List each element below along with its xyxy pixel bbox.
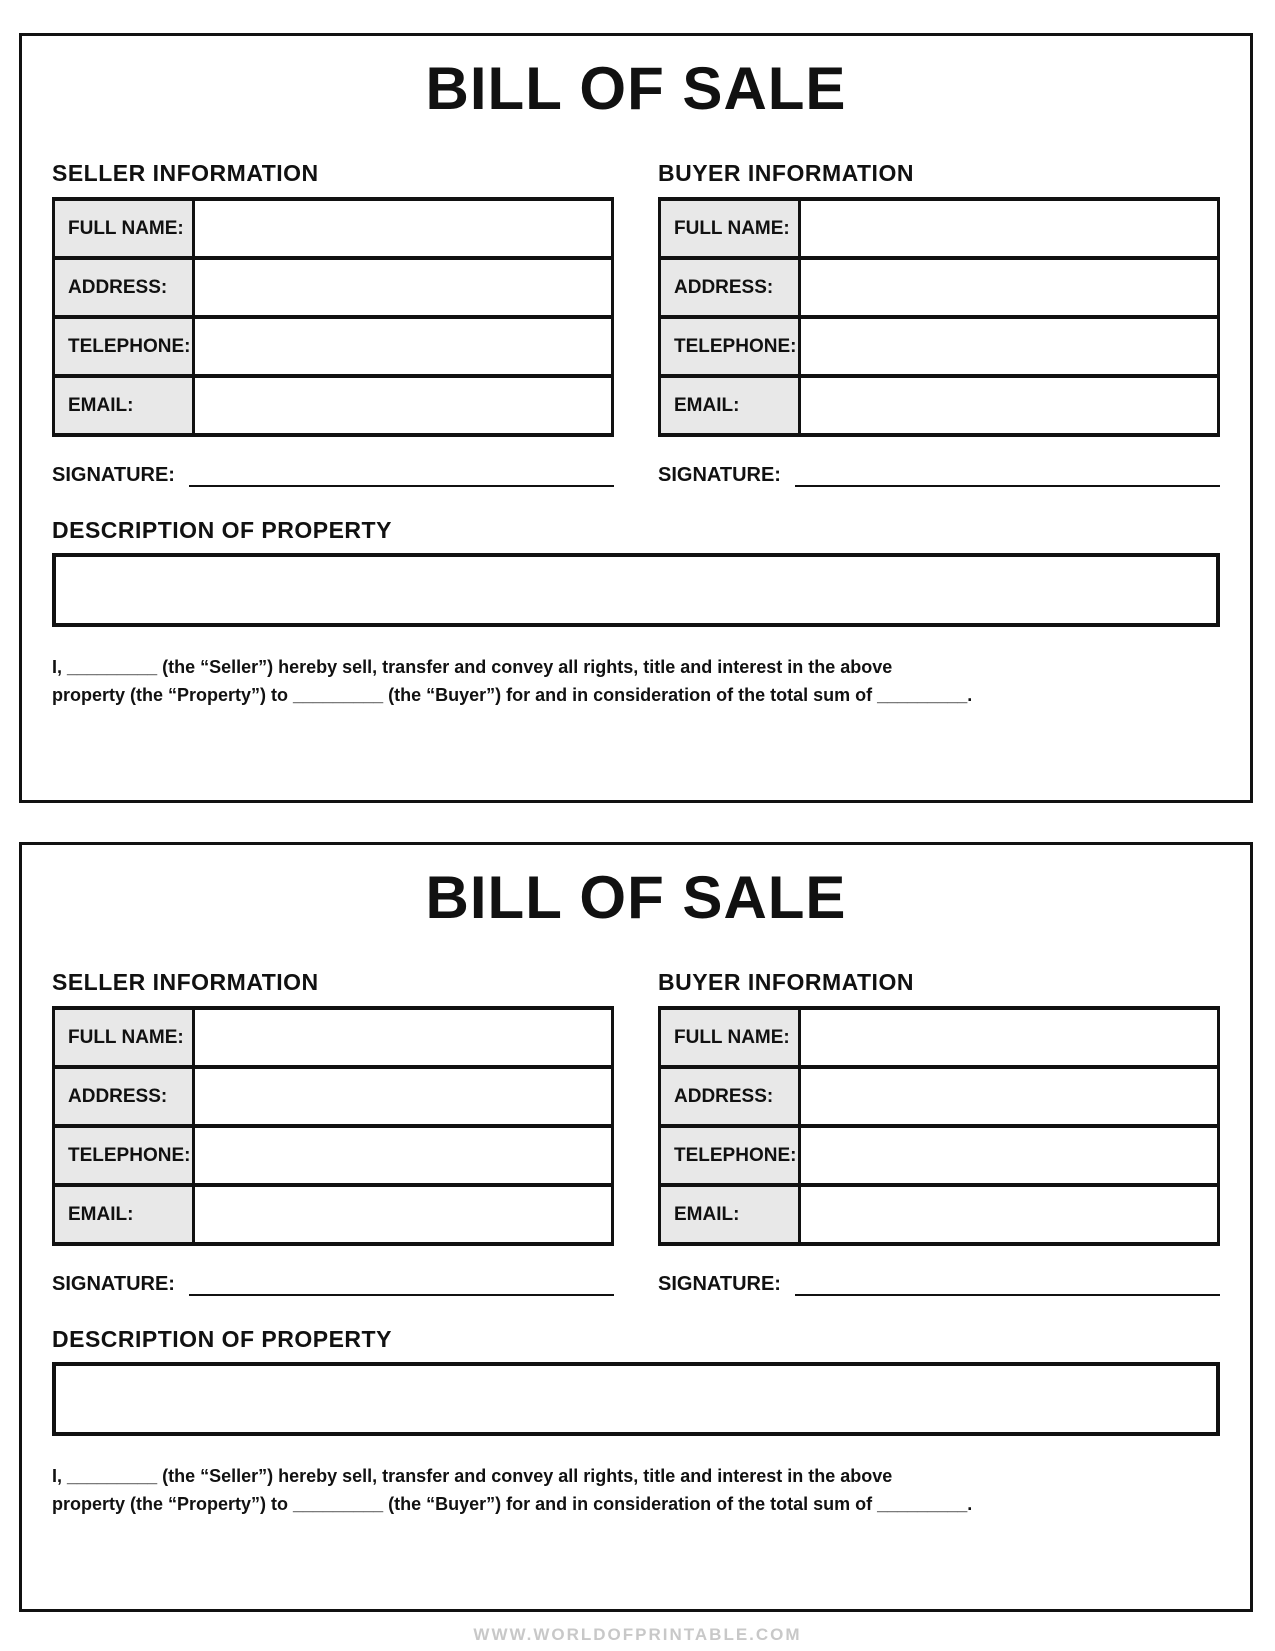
parties-section	[52, 160, 1220, 487]
description-of-property-heading: DESCRIPTION OF PROPERTY	[52, 1326, 392, 1352]
seller-signature-label: SIGNATURE:	[52, 1273, 175, 1295]
seller-address-input[interactable]	[194, 258, 613, 317]
buyer-full-name-input[interactable]	[800, 199, 1219, 258]
buyer-telephone-input[interactable]	[800, 1126, 1219, 1185]
seller-signature-input[interactable]	[189, 463, 614, 487]
buyer-address-label: ADDRESS:	[660, 258, 800, 317]
buyer-telephone-label: TELEPHONE:	[660, 1126, 800, 1185]
buyer-address-input[interactable]	[800, 258, 1219, 317]
buyer-email-label: EMAIL:	[660, 376, 800, 435]
description-of-property-input[interactable]	[52, 553, 1220, 627]
table-row	[660, 1067, 1219, 1126]
seller-email-input[interactable]	[194, 1185, 613, 1244]
buyer-telephone-label: TELEPHONE:	[660, 317, 800, 376]
description-of-property-heading: DESCRIPTION OF PROPERTY	[52, 517, 392, 543]
table-row	[54, 258, 613, 317]
legal-text-line-1: I, _________ (the “Seller”) hereby sell, transfer and convey all rights, title and interest in the above	[52, 657, 893, 677]
table-row	[660, 258, 1219, 317]
seller-signature-row	[52, 1268, 614, 1296]
seller-telephone-label: TELEPHONE:	[54, 1126, 194, 1185]
form-title: BILL OF SALE	[425, 864, 847, 931]
bill-of-sale-form	[19, 33, 1253, 803]
buyer-email-label: EMAIL:	[660, 1185, 800, 1244]
seller-column	[52, 969, 614, 1296]
legal-text	[52, 1462, 1220, 1518]
seller-info-table	[52, 1006, 614, 1246]
seller-telephone-label: TELEPHONE:	[54, 317, 194, 376]
buyer-full-name-label: FULL NAME:	[660, 1008, 800, 1067]
legal-text	[52, 653, 1220, 709]
site-footer-text: WWW.WORLDOFPRINTABLE.COM	[473, 1625, 802, 1644]
table-row	[54, 376, 613, 435]
description-of-property-input[interactable]	[52, 1362, 1220, 1436]
table-row	[660, 1126, 1219, 1185]
table-row	[54, 1067, 613, 1126]
seller-signature-row	[52, 459, 614, 487]
table-row	[660, 1008, 1219, 1067]
buyer-section-heading: BUYER INFORMATION	[658, 969, 914, 995]
table-row	[660, 376, 1219, 435]
parties-section	[52, 969, 1220, 1296]
seller-address-input[interactable]	[194, 1067, 613, 1126]
seller-info-table	[52, 197, 614, 437]
table-row	[54, 1126, 613, 1185]
buyer-address-input[interactable]	[800, 1067, 1219, 1126]
seller-full-name-label: FULL NAME:	[54, 1008, 194, 1067]
seller-address-label: ADDRESS:	[54, 1067, 194, 1126]
buyer-address-label: ADDRESS:	[660, 1067, 800, 1126]
buyer-info-table	[658, 197, 1220, 437]
seller-signature-input[interactable]	[189, 1272, 614, 1296]
table-row	[660, 1185, 1219, 1244]
seller-section-heading: SELLER INFORMATION	[52, 969, 319, 995]
buyer-column	[658, 160, 1220, 487]
table-row	[54, 1008, 613, 1067]
buyer-signature-label: SIGNATURE:	[658, 1273, 781, 1295]
buyer-signature-input[interactable]	[795, 1272, 1220, 1296]
legal-text-line-2: property (the “Property”) to _________ (the “Buyer”) for and in consideration of the total sum of _________.	[52, 1494, 973, 1514]
buyer-full-name-input[interactable]	[800, 1008, 1219, 1067]
seller-address-label: ADDRESS:	[54, 258, 194, 317]
buyer-telephone-input[interactable]	[800, 317, 1219, 376]
buyer-signature-row	[658, 1268, 1220, 1296]
table-row	[660, 317, 1219, 376]
table-row	[54, 1185, 613, 1244]
seller-section-heading: SELLER INFORMATION	[52, 160, 319, 186]
seller-full-name-label: FULL NAME:	[54, 199, 194, 258]
legal-text-line-1: I, _________ (the “Seller”) hereby sell, transfer and convey all rights, title and interest in the above	[52, 1466, 893, 1486]
seller-full-name-input[interactable]	[194, 1008, 613, 1067]
seller-full-name-input[interactable]	[194, 199, 613, 258]
seller-column	[52, 160, 614, 487]
table-row	[660, 199, 1219, 258]
bill-of-sale-form	[19, 842, 1253, 1612]
seller-telephone-input[interactable]	[194, 1126, 613, 1185]
buyer-email-input[interactable]	[800, 376, 1219, 435]
table-row	[54, 317, 613, 376]
buyer-signature-label: SIGNATURE:	[658, 464, 781, 486]
buyer-email-input[interactable]	[800, 1185, 1219, 1244]
form-title: BILL OF SALE	[425, 55, 847, 122]
seller-telephone-input[interactable]	[194, 317, 613, 376]
buyer-info-table	[658, 1006, 1220, 1246]
seller-signature-label: SIGNATURE:	[52, 464, 175, 486]
buyer-full-name-label: FULL NAME:	[660, 199, 800, 258]
legal-text-line-2: property (the “Property”) to _________ (the “Buyer”) for and in consideration of the total sum of _________.	[52, 685, 973, 705]
seller-email-label: EMAIL:	[54, 376, 194, 435]
seller-email-input[interactable]	[194, 376, 613, 435]
seller-email-label: EMAIL:	[54, 1185, 194, 1244]
table-row	[54, 199, 613, 258]
buyer-signature-input[interactable]	[795, 463, 1220, 487]
buyer-column	[658, 969, 1220, 1296]
buyer-signature-row	[658, 459, 1220, 487]
buyer-section-heading: BUYER INFORMATION	[658, 160, 914, 186]
